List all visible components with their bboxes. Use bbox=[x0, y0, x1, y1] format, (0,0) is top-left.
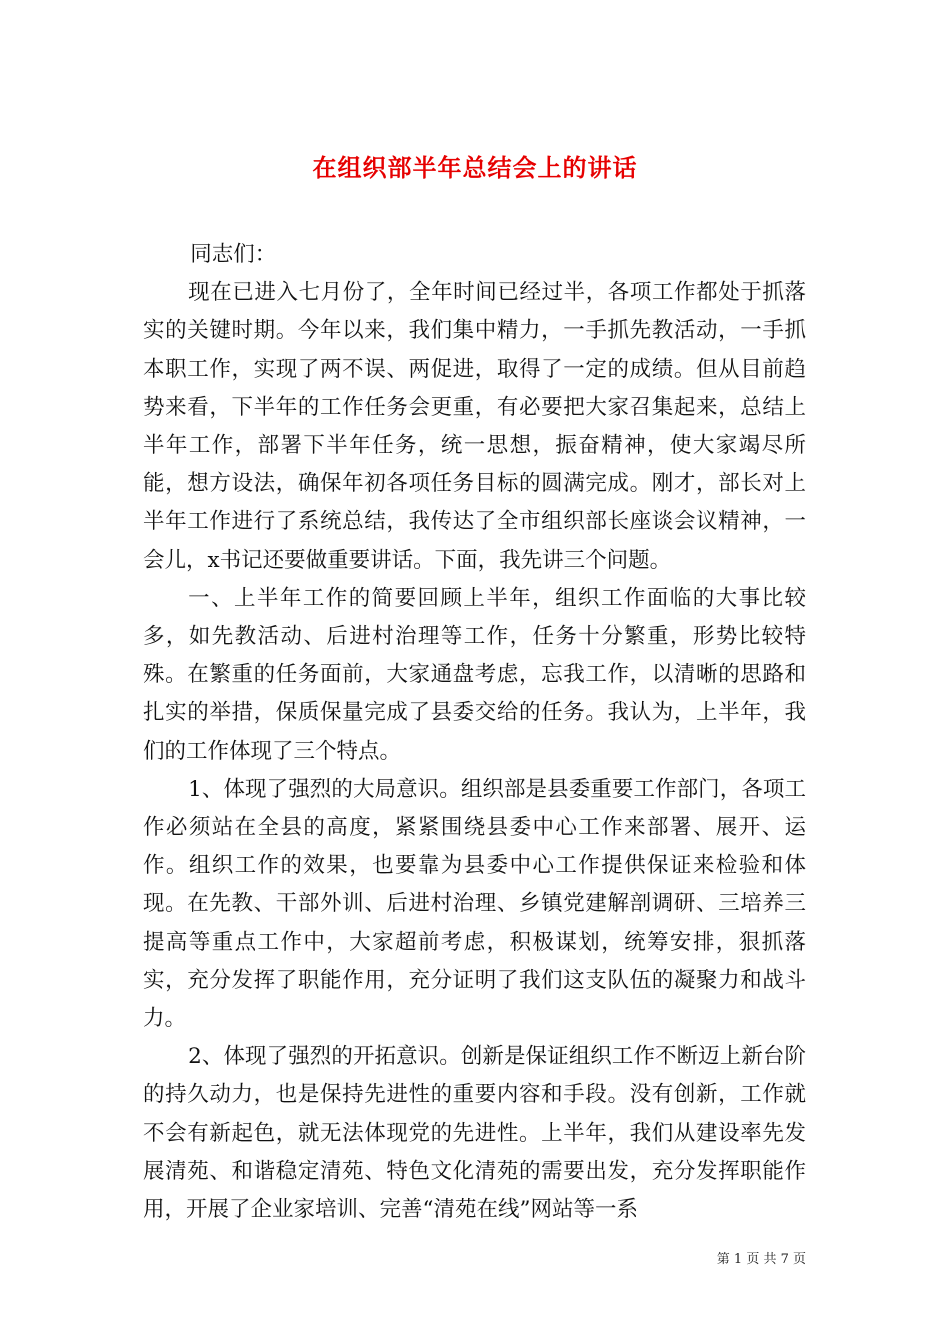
page-number-footer: 第 1 页 共 7 页 bbox=[716, 1252, 806, 1267]
paragraph-3: 1、体现了强烈的大局意识。组织部是县委重要工作部门，各项工作必须站在全县的高度，紧紧围绕县委中心工作来部署、展开、运作。组织工作的效果，也要靠为县委中心工作提供保证来检验和体现。在先教、干部外训、后进村治理、乡镇党建解剖调研、三培养三提高等重点工作中，大家超前考虑，积极谋划，统筹安排，狠抓落实，充分发挥了职能作用，充分证明了我们这支队伍的凝聚力和战斗力。 bbox=[143, 776, 806, 1032]
paragraph-2: 一、上半年工作的简要回顾上半年，组织工作面临的大事比较多，如先教活动、后进村治理等工作，任务十分繁重，形势比较特殊。在繁重的任务面前，大家通盘考虑，忘我工作，以清晰的思路和扎实的举措，保质保量完成了县委交给的任务。我认为，上半年，我们的工作体现了三个特点。 bbox=[143, 585, 806, 764]
document-title: 在组织部半年总结会上的讲话 bbox=[312, 153, 638, 183]
document-body bbox=[143, 236, 806, 1229]
paragraph-1: 现在已进入七月份了，全年时间已经过半，各项工作都处于抓落实的关键时期。今年以来，我们集中精力，一手抓先教活动，一手抓本职工作，实现了两不误、两促进，取得了一定的成绩。但从目前趋势来看，下半年的工作任务会更重，有必要把大家召集起来，总结上半年工作，部署下半年任务，统一思想，振奋精神，使大家竭尽所能，想方设法，确保年初各项任务目标的圆满完成。刚才，部长对上半年工作进行了系统总结，我传达了全市组织部长座谈会议精神，一会儿，x书记还要做重要讲话。下面，我先讲三个问题。 bbox=[143, 280, 806, 573]
paragraph-4: 2、体现了强烈的开拓意识。创新是保证组织工作不断迈上新台阶的持久动力，也是保持先进性的重要内容和手段。没有创新，工作就不会有新起色，就无法体现党的先进性。上半年，我们从建设率先发展清苑、和谐稳定清苑、特色文化清苑的需要出发，充分发挥职能作用，开展了企业家培训、完善“清苑在线”网站等一系 bbox=[143, 1044, 806, 1223]
salutation: 同志们： bbox=[190, 242, 277, 267]
